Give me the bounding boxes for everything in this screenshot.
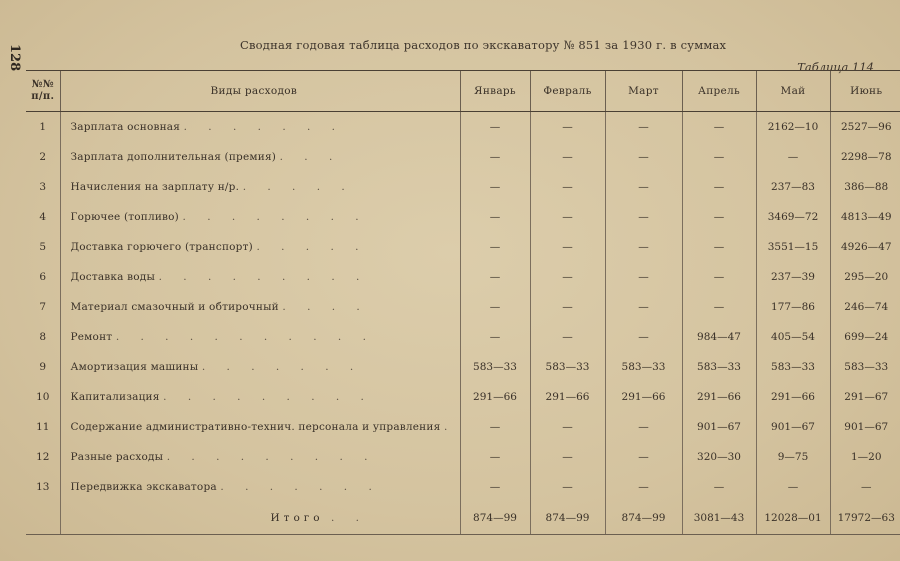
expense-name bbox=[60, 382, 460, 412]
total-value: 12028—01 bbox=[756, 502, 830, 535]
month-value: 237—83 bbox=[756, 172, 830, 202]
table-row bbox=[26, 472, 900, 502]
month-value: 901—67 bbox=[682, 412, 756, 442]
month-value: — bbox=[682, 292, 756, 322]
month-value: — bbox=[682, 472, 756, 502]
month-value: 9—75 bbox=[756, 442, 830, 472]
month-value: 291—66 bbox=[530, 382, 605, 412]
month-value: 1—20 bbox=[830, 442, 900, 472]
table-row bbox=[26, 142, 900, 172]
month-value: — bbox=[530, 472, 605, 502]
table-row bbox=[26, 172, 900, 202]
month-value: — bbox=[605, 172, 682, 202]
month-value: 295—20 bbox=[830, 262, 900, 292]
total-number-cell bbox=[26, 502, 60, 535]
row-number: 2 bbox=[39, 151, 47, 163]
total-label: Итого bbox=[270, 512, 324, 524]
month-value: 246—74 bbox=[830, 292, 900, 322]
month-value: — bbox=[756, 472, 830, 502]
row-number: 8 bbox=[39, 331, 47, 343]
expense-label: Содержание административно-технич. персонала и управления bbox=[70, 421, 441, 433]
table-title: Сводная годовая таблица расходов по экскаватору № 851 за 1930 г. в суммах bbox=[240, 38, 727, 52]
month-value: — bbox=[756, 142, 830, 172]
row-number: 10 bbox=[36, 391, 50, 403]
month-value: 2162—10 bbox=[756, 112, 830, 143]
header-expense: Виды расходов bbox=[60, 71, 460, 112]
month-value: — bbox=[605, 322, 682, 352]
leader-dots: . . . . . . . . . bbox=[166, 451, 377, 463]
table-row bbox=[26, 202, 900, 232]
month-value: — bbox=[605, 262, 682, 292]
month-value: — bbox=[530, 442, 605, 472]
table-row bbox=[26, 232, 900, 262]
expense-label: Ремонт bbox=[70, 331, 113, 343]
row-number: 9 bbox=[39, 361, 47, 373]
expense-name bbox=[60, 352, 460, 382]
expense-name bbox=[60, 472, 460, 502]
expense-label: Зарплата основная bbox=[70, 121, 181, 133]
expense-label: Материал смазочный и обтирочный bbox=[70, 301, 279, 313]
month-value: — bbox=[605, 112, 682, 143]
leader-dots: . . . . . . . . bbox=[182, 211, 368, 223]
row-number: 4 bbox=[39, 211, 47, 223]
leader-dots: . . . . . . . . . bbox=[163, 391, 373, 403]
table-row bbox=[26, 382, 900, 412]
row-number: 7 bbox=[39, 301, 47, 313]
row-number: 6 bbox=[39, 271, 47, 283]
month-value: — bbox=[530, 142, 605, 172]
month-value: — bbox=[530, 292, 605, 322]
leader-dots: . . . . . bbox=[256, 241, 368, 253]
table-row bbox=[26, 292, 900, 322]
expense-name bbox=[60, 112, 460, 143]
expense-label: Горючее (топливо) bbox=[70, 211, 179, 223]
month-value: 320—30 bbox=[682, 442, 756, 472]
row-number: 11 bbox=[36, 421, 50, 433]
month-value: — bbox=[682, 262, 756, 292]
leader-dots: . . . bbox=[279, 151, 342, 163]
total-value: 874—99 bbox=[605, 502, 682, 535]
month-value: 583—33 bbox=[605, 352, 682, 382]
total-value: 874—99 bbox=[530, 502, 605, 535]
month-value: 4813—49 bbox=[830, 202, 900, 232]
expense-name bbox=[60, 262, 460, 292]
expense-name bbox=[60, 202, 460, 232]
expense-name bbox=[60, 172, 460, 202]
month-value: — bbox=[530, 232, 605, 262]
month-value: 386—88 bbox=[830, 172, 900, 202]
table-row bbox=[26, 442, 900, 472]
total-value: 3081—43 bbox=[682, 502, 756, 535]
month-value: — bbox=[682, 142, 756, 172]
expense-label: Амортизация машины bbox=[70, 361, 199, 373]
month-value: — bbox=[682, 112, 756, 143]
total-label-cell bbox=[60, 502, 460, 535]
total-value: 874—99 bbox=[460, 502, 530, 535]
row-number: 13 bbox=[36, 481, 50, 493]
expense-label: Передвижка экскаватора bbox=[70, 481, 217, 493]
expense-label: Разные расходы bbox=[70, 451, 164, 463]
month-value: — bbox=[605, 472, 682, 502]
month-value: 291—66 bbox=[460, 382, 530, 412]
month-value: 291—67 bbox=[830, 382, 900, 412]
month-value: — bbox=[830, 472, 900, 502]
month-value: 4926—47 bbox=[830, 232, 900, 262]
page-number: 128 bbox=[7, 44, 22, 72]
month-value: — bbox=[460, 292, 530, 322]
month-value: 237—39 bbox=[756, 262, 830, 292]
table-row bbox=[26, 112, 900, 143]
leader-dots: . . . . . . . . . bbox=[158, 271, 369, 283]
header-month: Апрель bbox=[682, 71, 756, 112]
month-value: 901—67 bbox=[830, 412, 900, 442]
month-value: 291—66 bbox=[756, 382, 830, 412]
month-value: 291—66 bbox=[682, 382, 756, 412]
month-value: — bbox=[530, 412, 605, 442]
header-month: Март bbox=[605, 71, 682, 112]
leader-dots: . . . . . bbox=[242, 181, 354, 193]
month-value: — bbox=[605, 442, 682, 472]
leader-dots: . bbox=[443, 421, 457, 433]
month-value: — bbox=[460, 112, 530, 143]
month-value: — bbox=[460, 442, 530, 472]
month-value: — bbox=[530, 262, 605, 292]
month-value: — bbox=[460, 412, 530, 442]
month-value: 984—47 bbox=[682, 322, 756, 352]
table-row bbox=[26, 322, 900, 352]
month-value: — bbox=[460, 232, 530, 262]
month-value: — bbox=[530, 202, 605, 232]
month-value: — bbox=[605, 142, 682, 172]
expense-name bbox=[60, 142, 460, 172]
month-value: — bbox=[460, 142, 530, 172]
month-value: 405—54 bbox=[756, 322, 830, 352]
month-value: 3469—72 bbox=[756, 202, 830, 232]
month-value: — bbox=[605, 292, 682, 322]
month-value: — bbox=[682, 232, 756, 262]
table-row bbox=[26, 412, 900, 442]
expense-label: Зарплата дополнительная (премия) bbox=[70, 151, 277, 163]
month-value: — bbox=[530, 172, 605, 202]
month-value: — bbox=[605, 202, 682, 232]
leader-dots: . . bbox=[330, 512, 368, 524]
table-label: Таблица 114 bbox=[797, 60, 874, 74]
expense-table bbox=[26, 70, 900, 535]
header-month: Январь bbox=[460, 71, 530, 112]
month-value: — bbox=[460, 202, 530, 232]
month-value: 291—66 bbox=[605, 382, 682, 412]
total-value: 17972—63 bbox=[830, 502, 900, 535]
month-value: — bbox=[460, 472, 530, 502]
table-body bbox=[26, 112, 900, 535]
month-value: — bbox=[530, 322, 605, 352]
expense-name bbox=[60, 232, 460, 262]
month-value: — bbox=[605, 412, 682, 442]
month-value: 583—33 bbox=[756, 352, 830, 382]
month-value: 583—33 bbox=[830, 352, 900, 382]
row-number: 5 bbox=[39, 241, 47, 253]
expense-label: Капитализация bbox=[70, 391, 160, 403]
leader-dots: . . . . . . . bbox=[183, 121, 345, 133]
header-row bbox=[26, 71, 900, 112]
expense-name bbox=[60, 292, 460, 322]
month-value: 2298—78 bbox=[830, 142, 900, 172]
month-value: — bbox=[530, 112, 605, 143]
month-value: 699—24 bbox=[830, 322, 900, 352]
month-value: — bbox=[682, 202, 756, 232]
month-value: — bbox=[605, 232, 682, 262]
expense-label: Начисления на зарплату н/р. bbox=[70, 181, 240, 193]
month-value: — bbox=[460, 322, 530, 352]
total-row bbox=[26, 502, 900, 535]
month-value: — bbox=[460, 262, 530, 292]
table-row bbox=[26, 262, 900, 292]
table-row bbox=[26, 352, 900, 382]
expense-name bbox=[60, 412, 460, 442]
month-value: 3551—15 bbox=[756, 232, 830, 262]
month-value: 901—67 bbox=[756, 412, 830, 442]
month-value: 2527—96 bbox=[830, 112, 900, 143]
header-month: Июнь bbox=[830, 71, 900, 112]
leader-dots: . . . . bbox=[282, 301, 369, 313]
month-value: 583—33 bbox=[530, 352, 605, 382]
month-value: 583—33 bbox=[460, 352, 530, 382]
leader-dots: . . . . . . . bbox=[201, 361, 363, 373]
leader-dots: . . . . . . . bbox=[220, 481, 381, 493]
month-value: 177—86 bbox=[756, 292, 830, 322]
month-value: — bbox=[682, 172, 756, 202]
month-value: 583—33 bbox=[682, 352, 756, 382]
expense-name bbox=[60, 322, 460, 352]
month-value: — bbox=[460, 172, 530, 202]
row-number: 3 bbox=[39, 181, 47, 193]
header-month: Май bbox=[756, 71, 830, 112]
expense-label: Доставка воды bbox=[70, 271, 156, 283]
expense-label: Доставка горючего (транспорт) bbox=[70, 241, 253, 253]
row-number: 1 bbox=[39, 121, 47, 133]
header-no: №№ п/п. bbox=[26, 71, 60, 112]
expense-name bbox=[60, 442, 460, 472]
leader-dots: . . . . . . . . . . . bbox=[115, 331, 375, 343]
row-number: 12 bbox=[36, 451, 50, 463]
header-month: Февраль bbox=[530, 71, 605, 112]
